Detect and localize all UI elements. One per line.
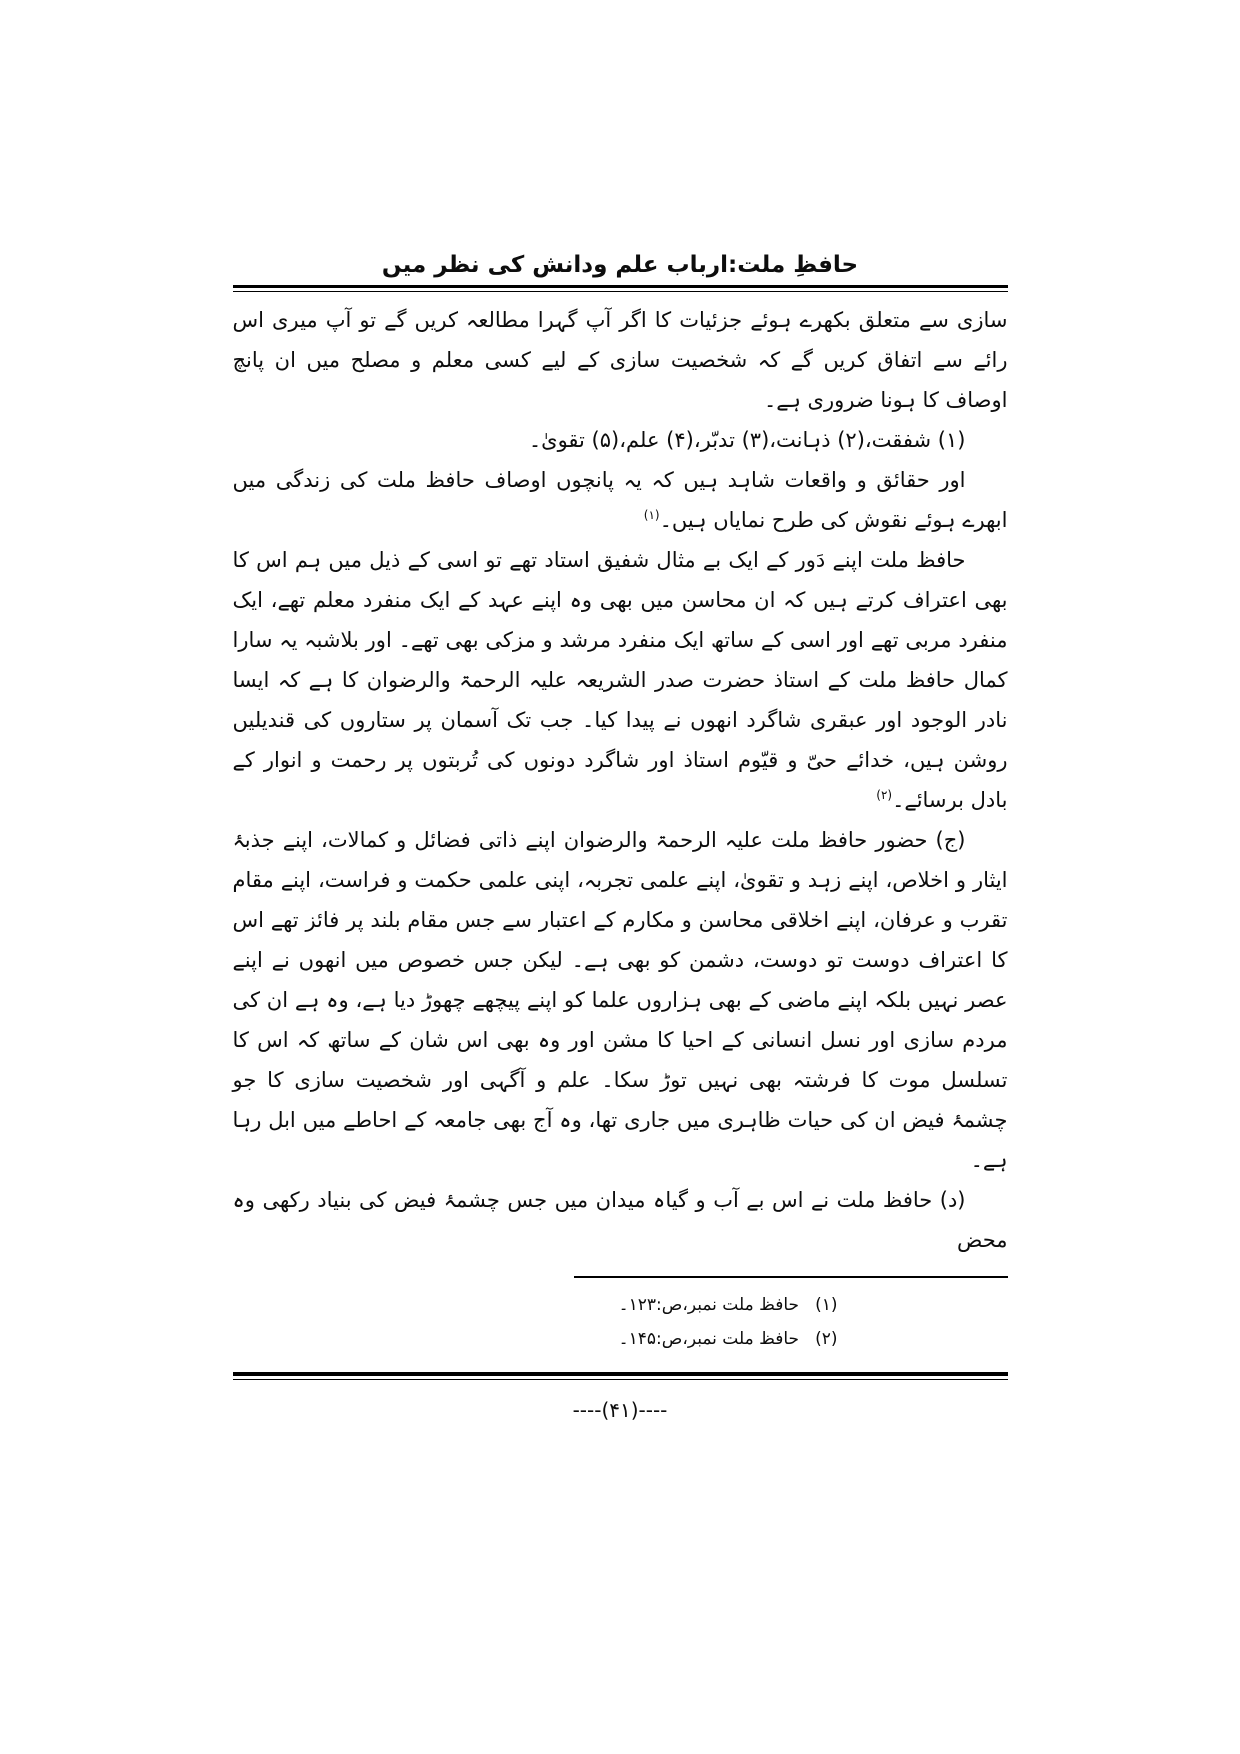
paragraph-3 [233, 460, 1008, 540]
paragraph-text: اور حقائق و واقعات شاہد ہیں کہ یہ پانچوں اوصاف حافظ ملت کی زندگی میں ابھرے ہوئے نقوش کی طرح نمایاں ہیں۔ [232, 468, 1008, 532]
paragraph-text: حافظ ملت اپنے دَور کے ایک بے مثال شفیق استاد تھے تو اسی کے ذیل میں ہم اس کا بھی اعتراف کرتے ہیں کہ ان محاسن میں بھی وہ اپنے عہد کے ایک منفرد معلم تھے، ایک منفرد مربی تھے اور اسی کے ساتھ ایک منفرد مرشد و مزکی بھی تھے۔ اور بلاشبہ یہ سارا کمال حافظ ملت کے استاذ حضرت صدر الشریعہ علیہ الرحمۃ والرضوان کا ہے کہ ایسا نادر الوجود اور عبقری شاگرد انھوں نے پیدا کیا۔ جب تک آسمان پر ستاروں کی قندیلیں روشن ہیں، خدائے حیّ و قیّوم استاذ اور شاگرد دونوں کی تُربتوں پر رحمت و انوار کے بادل برسائے۔ [232, 548, 1008, 812]
footer-double-rule [233, 1372, 1008, 1380]
paragraph-4 [233, 540, 1008, 820]
paragraph-text: (۱) شفقت،(۲) ذہانت،(۳) تدبّر،(۴) علم،(۵) تقویٰ۔ [528, 428, 966, 452]
footnote-2-text: حافظ ملت نمبر،ص:۱۴۵۔ [618, 1329, 800, 1349]
paragraph-2-qualities-list [233, 420, 1008, 460]
footnote-ref-1: (۱) [643, 508, 660, 522]
header-double-rule [233, 285, 1008, 292]
footnote-1-label: (۱) [815, 1295, 838, 1315]
paragraph-6 [233, 1180, 1008, 1260]
paragraph-5 [233, 820, 1008, 1180]
footnote-1-text: حافظ ملت نمبر،ص:۱۲۳۔ [618, 1295, 800, 1315]
paragraph-1 [233, 300, 1008, 420]
footnote-1 [233, 1288, 838, 1322]
body-text [233, 300, 1008, 1260]
page-content [233, 0, 1008, 1422]
page-number: ----(۴۱)---- [572, 1398, 668, 1422]
footnotes [233, 1278, 1008, 1368]
paragraph-text: (ج) حضور حافظ ملت علیہ الرحمۃ والرضوان اپنے ذاتی فضائل و کمالات، اپنے جذبۂ ایثار و اخلاص، اپنے زہد و تقویٰ، اپنے علمی تجربہ، اپنی علمی حکمت و فراست، اپنے مقام تقرب و عرفان، اپنے اخلاقی محاسن و مکارم کے اعتبار سے جس مقام بلند پر فائز تھے اس کا اعتراف دوست تو دوست، دشمن کو بھی ہے۔ لیکن جس خصوص میں انھوں نے اپنے عصر نہیں بلکہ اپنے ماضی کے بھی ہزاروں علما کو اپنے پیچھے چھوڑ دیا ہے، وہ ہے ان کی مردم سازی اور نسل انسانی کے احیا کا مشن اور وہ بھی اس شان کے ساتھ کہ اس کا تسلسل موت کا فرشتہ بھی نہیں توڑ سکا۔ علم و آگہی اور شخصیت سازی کا جو چشمۂ فیض ان کی حیات ظاہری میں جاری تھا، وہ آج بھی جامعہ کے احاطے میں ابل رہا ہے۔ [232, 828, 1008, 1172]
paragraph-text: سازی سے متعلق بکھرے ہوئے جزئیات کا اگر آپ گہرا مطالعہ کریں گے تو آپ میری اس رائے سے اتفاق کریں گے کہ شخصیت سازی کے لیے کسی معلم و مصلح میں ان پانچ اوصاف کا ہونا ضروری ہے۔ [232, 308, 1008, 412]
chapter-header-title: حافظِ ملت:ارباب علم ودانش کی نظر میں [381, 252, 859, 278]
paragraph-text: (د) حافظ ملت نے اس بے آب و گیاہ میدان میں جس چشمۂ فیض کی بنیاد رکھی وہ محض [232, 1188, 1008, 1252]
footnote-ref-2: (۲) [876, 788, 893, 802]
footnote-2 [233, 1322, 838, 1356]
footnote-2-label: (۲) [815, 1329, 838, 1349]
